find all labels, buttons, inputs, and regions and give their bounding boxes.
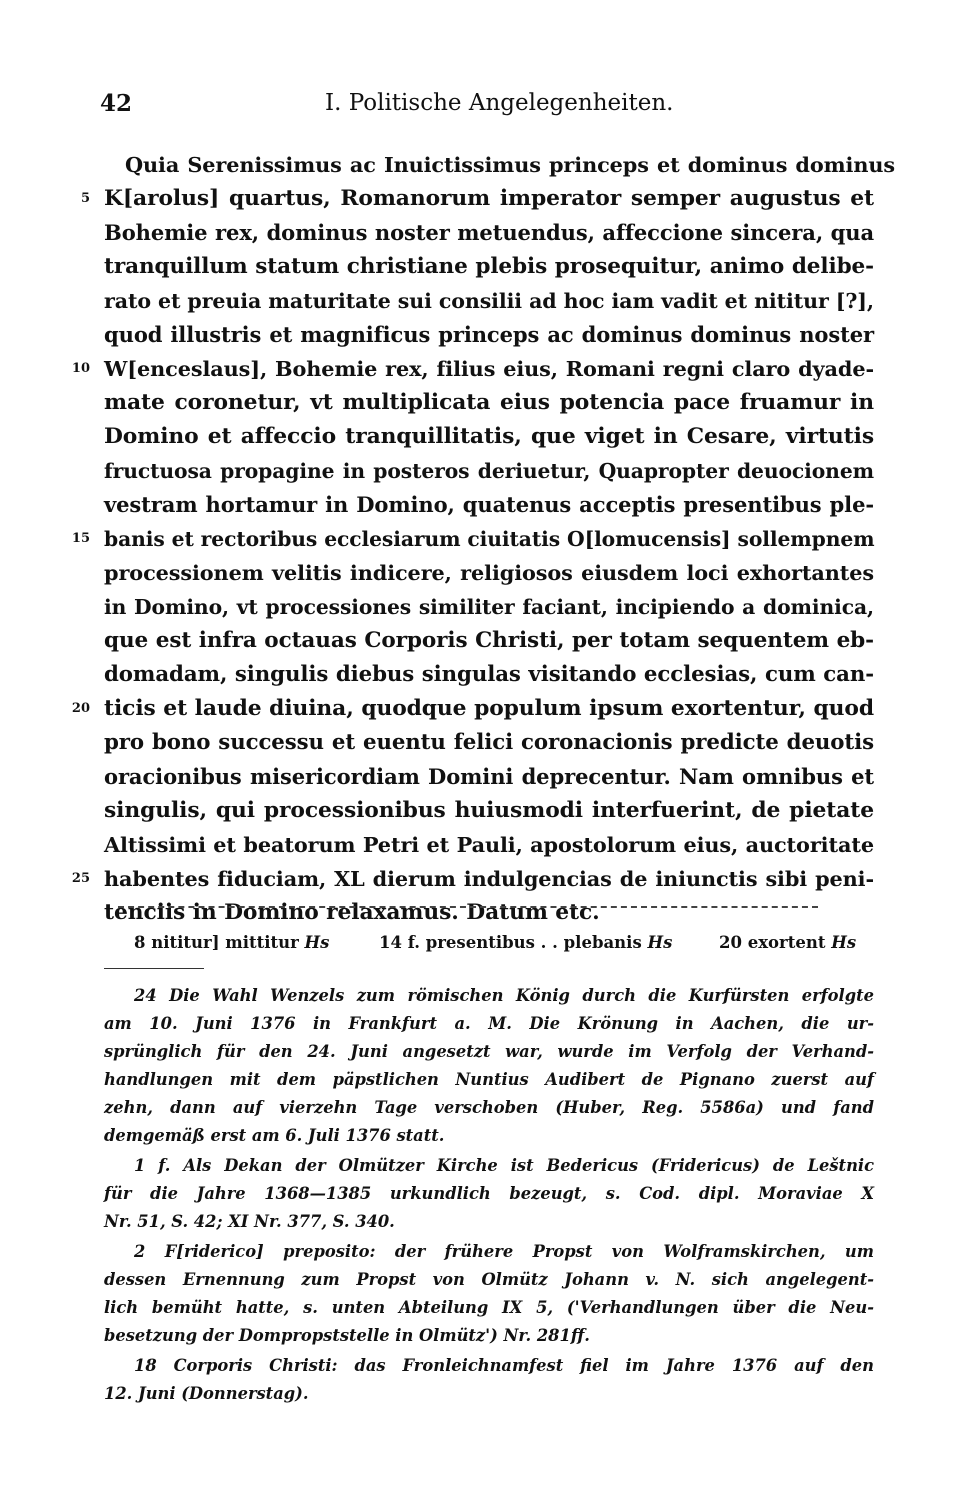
line-number: 25 [71, 871, 90, 886]
running-head-title: I. Politische Angelegenheiten. [325, 90, 674, 116]
apparatus-text: 8 nititur] mittitur [134, 933, 305, 952]
text-line: tranquillum statum christiane plebis prosequitur, animo delibe- [104, 254, 874, 279]
text-line: processionem velitis indicere, religiosos eiusdem loci exhortantes [104, 560, 874, 585]
line-number: 5 [80, 191, 90, 206]
line-number: 10 [71, 361, 90, 376]
footnote-separator [118, 906, 818, 908]
note-line: 24 Die Wahl Wenzels zum römischen König durch die Kurfürsten erfolgte [134, 986, 874, 1005]
text-line: rato et preuia maturitate sui consilii ad hoc iam vadit et nititur [?], [104, 289, 874, 313]
note-line: am 10. Juni 1376 in Frankfurt a. M. Die Krönung in Aachen, die ur- [104, 1014, 874, 1033]
page-number: 42 [100, 90, 133, 117]
text-line: Bohemie rex, dominus noster metuendus, affeccione sincera, qua [104, 220, 874, 245]
text-line: habentes fiduciam, XL dierum indulgencias de iniunctis sibi peni- [104, 866, 874, 891]
note-line: 1 f. Als Dekan der Olmützer Kirche ist Bedericus (Fridericus) de Leštnic [134, 1156, 874, 1175]
apparatus-siglum: Hs [831, 933, 857, 952]
text-line: ticis et laude diuina, quodque populum ipsum exortentur, quod [104, 696, 874, 721]
text-line: Altissimi et beatorum Petri et Pauli, apostolorum eius, auctoritate [104, 832, 874, 857]
text-line: pro bono successu et euentu felici coronacionis predicte deuotis [104, 730, 874, 755]
text-line: W[enceslaus], Bohemie rex, filius eius, Romani regni claro dyade- [104, 356, 874, 381]
note-line: sprünglich für den 24. Juni angesetzt war, wurde im Verfolg der Verhand- [104, 1042, 874, 1061]
apparatus-siglum: Hs [647, 933, 673, 952]
note-line: 2 F[riderico] preposito: der frühere Propst von Wolframskirchen, um [134, 1242, 874, 1261]
note-line: zehn, dann auf vierzehn Tage verschoben (Huber, Reg. 5586a) und fand [104, 1098, 874, 1117]
text-line: Domino et affeccio tranquillitatis, que viget in Cesare, virtutis [104, 424, 874, 449]
text-line: mate coronetur, vt multiplicata eius potencia pace fruamur in [104, 390, 874, 415]
text-line: que est infra octauas Corporis Christi, per totam sequentem eb- [104, 628, 874, 653]
apparatus-text: 20 exortent [719, 933, 832, 952]
text-line: quod illustris et magnificus princeps ac dominus dominus noster [104, 322, 874, 347]
note-line: Nr. 51, S. 42; XI Nr. 377, S. 340. [104, 1212, 395, 1231]
text-line: vestram hortamur in Domino, quatenus acceptis presentibus ple- [104, 492, 874, 517]
text-line: tenciis in Domino relaxamus. Datum etc. [104, 900, 600, 925]
text-line: banis et rectoribus ecclesiarum ciuitatis O[lomucensis] sollempnem [104, 527, 875, 551]
line-number: 20 [71, 701, 90, 716]
apparatus-entry [379, 928, 672, 958]
apparatus-text: 14 f. presentibus . . plebanis [379, 933, 648, 952]
note-line: demgemäß erst am 6. Juli 1376 statt. [104, 1126, 445, 1145]
note-line: 18 Corporis Christi: das Fronleichnamfest fiel im Jahre 1376 auf den [134, 1356, 874, 1375]
notes-rule [104, 968, 204, 969]
running-head [100, 90, 880, 130]
line-number: 15 [71, 531, 90, 546]
note-line: handlungen mit dem päpstlichen Nuntius Audibert de Pignano zuerst auf [104, 1070, 874, 1089]
text-line: Quia Serenissimus ac Inuictissimus princeps et dominus dominus [125, 152, 895, 177]
critical-apparatus [134, 928, 874, 958]
note-line: für die Jahre 1368—1385 urkundlich bezeugt, s. Cod. dipl. Moraviae X [104, 1184, 874, 1203]
note-line: dessen Ernennung zum Propst von Olmütz Johann v. N. sich angelegent- [104, 1270, 874, 1289]
text-line: fructuosa propagine in posteros deriuetur, Quapropter deuocionem [104, 459, 874, 483]
apparatus-entry [134, 928, 329, 958]
note-line: besetzung der Dompropststelle in Olmütz') Nr. 281ff. [104, 1326, 590, 1345]
note-line: lich bemüht hatte, s. unten Abteilung IX 5, ('Verhandlungen über die Neu- [104, 1298, 874, 1317]
text-line: K[arolus] quartus, Romanorum imperator semper augustus et [104, 186, 874, 211]
text-line: domadam, singulis diebus singulas visitando ecclesias, cum can- [104, 662, 874, 687]
apparatus-entry [719, 928, 856, 958]
text-line: in Domino, vt processiones similiter faciant, incipiendo a dominica, [104, 595, 874, 619]
note-line: 12. Juni (Donnerstag). [104, 1384, 309, 1403]
text-line: oracionibus misericordiam Domini deprecentur. Nam omnibus et [104, 764, 874, 789]
apparatus-siglum: Hs [304, 933, 330, 952]
text-line: singulis, qui processionibus huiusmodi interfuerint, de pietate [104, 798, 874, 823]
